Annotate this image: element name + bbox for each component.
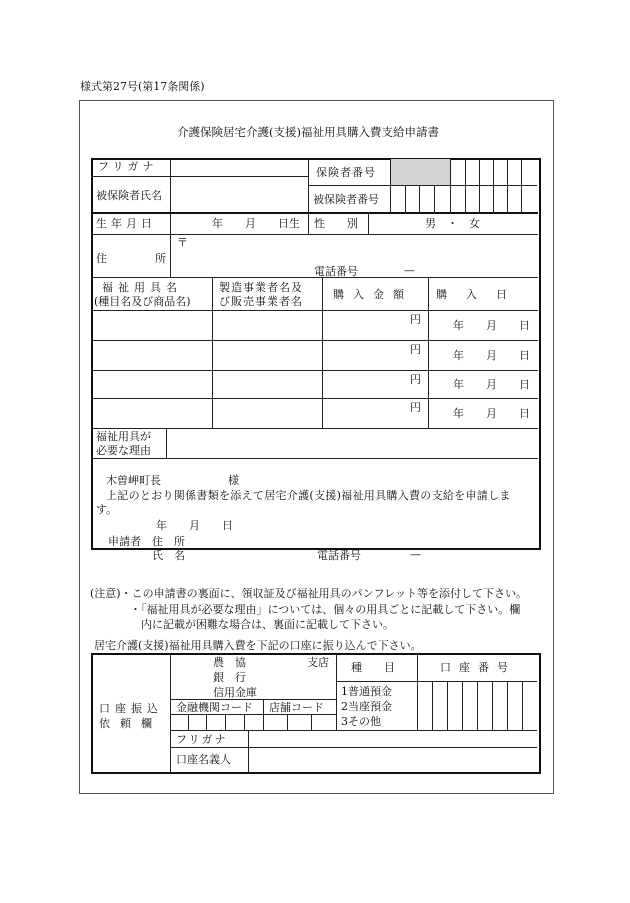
row-3-date: 年 月 日: [453, 378, 530, 391]
account-type-1: 1普通預金: [341, 685, 392, 698]
branch-label: 支店: [307, 656, 329, 669]
insurer-number-label: 保険者番号: [316, 166, 376, 179]
bank-intro: 居宅介護(支援)福祉用具購入費を下記の口座に振り込んで下さい。: [94, 639, 422, 652]
postal-mark: 〒: [177, 236, 188, 249]
amount-header: 購入金額: [333, 288, 413, 301]
maker-header-1: 製造事業者名及: [219, 281, 303, 294]
row-4-date: 年 月 日: [453, 407, 530, 420]
row-1-date: 年 月 日: [453, 319, 530, 332]
bank-label: 銀 行: [213, 671, 246, 684]
row-2-date: 年 月 日: [453, 349, 530, 362]
phone-label: 電話番号: [314, 265, 358, 278]
row-4-yen: 円: [410, 401, 421, 414]
item-header-2: (種目名及び商品名): [94, 295, 191, 308]
account-holder-label: 口座名義人: [176, 753, 231, 766]
application-date: 年 月 日: [156, 519, 233, 532]
account-type-2: 2当座預金: [341, 700, 392, 713]
statement-line-1: 上記のとおり関係書類を添えて居宅介護(支援)福祉用具購入費の支給を申請しま: [106, 489, 511, 502]
applicant-label: 申請者: [108, 535, 141, 548]
applicant-name-label: 氏 名: [152, 549, 185, 562]
birthdate-label: 生年月日: [96, 217, 156, 230]
phone-dash: —: [404, 264, 415, 277]
applicant-phone-dash: —: [410, 548, 421, 561]
date-header: 購入日: [436, 288, 526, 301]
insured-number-label: 被保険者番号: [313, 193, 379, 206]
agri-coop-label: 農 協: [213, 656, 246, 669]
bank-furigana-label: フリガナ: [176, 733, 228, 746]
bank-side-label-2: 依頼欄: [99, 717, 162, 730]
note-line-3: 内に記載が困難な場合は、裏面に記載して下さい。: [141, 618, 394, 631]
form-title: 介護保険居宅介護(支援)福祉用具購入費支給申請書: [177, 125, 439, 139]
row-3-yen: 円: [410, 373, 421, 386]
credit-union-label: 信用金庫: [213, 686, 257, 699]
birthdate-value: 年 月 日生: [212, 217, 300, 230]
addressee: 木曽岬町長: [106, 474, 161, 487]
reason-label-1: 福祉用具が: [96, 430, 151, 443]
account-type-3: 3その他: [341, 715, 381, 728]
insurer-number-shaded-cell: [391, 159, 450, 185]
address-label-1: 住: [96, 252, 107, 265]
gender-value: 男 ・ 女: [425, 217, 480, 230]
honorific: 様: [228, 474, 239, 487]
applicant-phone-label: 電話番号: [317, 549, 361, 562]
form-number: 様式第27号(第17条関係): [80, 80, 205, 93]
address-label-2: 所: [155, 252, 166, 265]
insured-name-label: 被保険者氏名: [96, 189, 162, 202]
note-line-1: (注意)・この申請書の裏面に、領収証及び福祉用具のパンフレット等を添付して下さい。: [90, 587, 528, 600]
statement-line-2: す。: [96, 503, 118, 516]
account-number-header: 口座番号: [440, 661, 516, 674]
branch-code-label: 店舗コード: [269, 701, 324, 714]
furigana-label: フリガナ: [98, 160, 158, 173]
institution-code-label: 金融機関コード: [176, 701, 253, 714]
row-2-yen: 円: [410, 343, 421, 356]
gender-label: 性 別: [314, 217, 358, 230]
item-header-1: 福祉用具名: [102, 281, 182, 294]
row-1-yen: 円: [410, 313, 421, 326]
applicant-address-label: 住 所: [152, 535, 185, 548]
maker-header-2: び販売事業者名: [219, 295, 303, 308]
bank-side-label-1: 口座振込: [99, 702, 163, 715]
note-line-2: ・「福祉用具が必要な理由」については、個々の用具ごとに記載して下さい。欄: [130, 603, 521, 616]
reason-label-2: 必要な理由: [96, 444, 151, 457]
account-type-header: 種 目: [351, 661, 395, 674]
